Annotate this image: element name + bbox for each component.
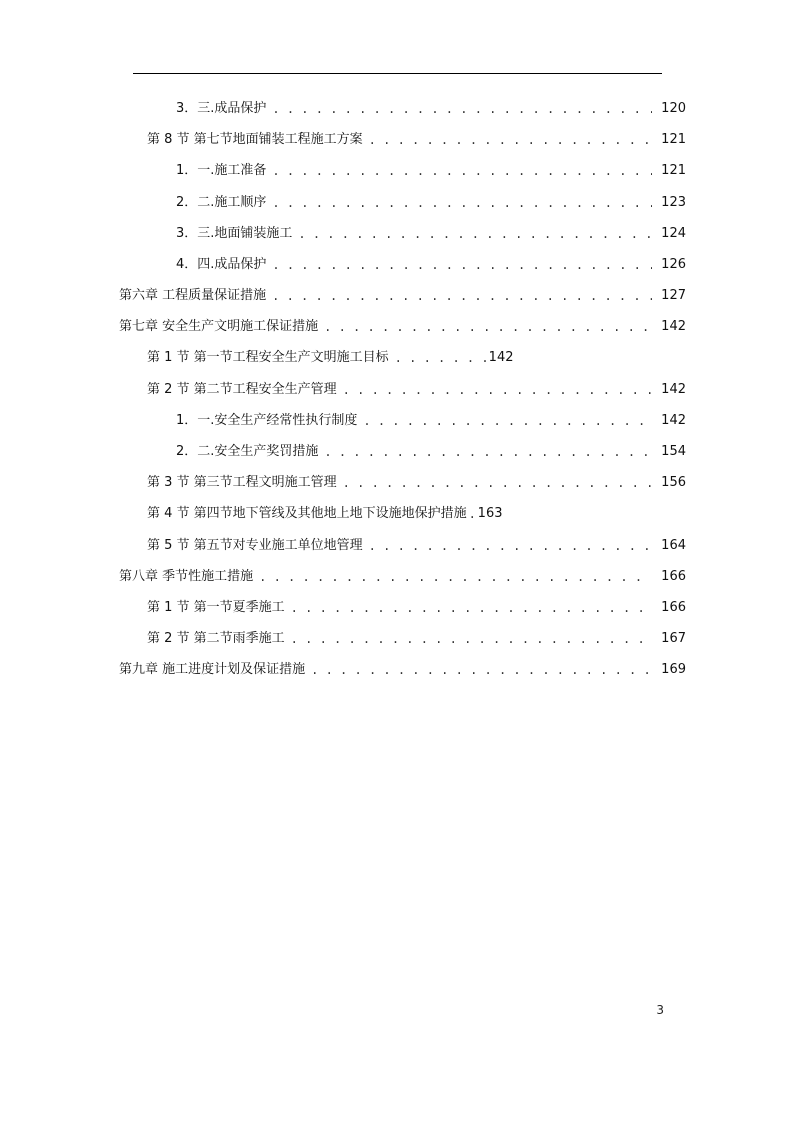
dot-leader — [395, 348, 487, 368]
toc-entry[interactable] — [176, 99, 686, 119]
toc-entry-page: 124 — [661, 226, 686, 241]
toc-entry[interactable] — [147, 473, 686, 493]
toc-entry-page: 166 — [661, 600, 686, 615]
toc-entry-label: 2．二.安全生产奖罚措施 — [176, 444, 319, 459]
dot-leader — [369, 130, 652, 150]
toc-entry[interactable] — [119, 286, 686, 306]
toc-entry-label: 第 1 节 第一节工程安全生产文明施工目标 — [147, 350, 389, 365]
toc-entry-label: 第六章 工程质量保证措施 — [119, 288, 267, 303]
header-rule — [133, 73, 662, 74]
toc-entry[interactable] — [147, 504, 547, 524]
toc-entry-page: 120 — [661, 101, 686, 116]
toc-entry-page: 142 — [661, 382, 686, 397]
toc-entry-page: 121 — [661, 163, 686, 178]
toc-entry[interactable] — [147, 629, 686, 649]
dot-leader — [272, 99, 652, 119]
toc-entry[interactable] — [147, 380, 686, 400]
toc-entry-page: 142 — [488, 350, 514, 365]
toc-entry[interactable] — [119, 567, 686, 587]
toc-entry-page: 126 — [661, 257, 686, 272]
dot-leader — [272, 161, 652, 181]
toc-entry-page: 121 — [661, 132, 686, 147]
toc-entry[interactable] — [147, 598, 686, 618]
dot-leader — [324, 317, 652, 337]
dot-leader — [343, 473, 652, 493]
toc-entry-label: 4．四.成品保护 — [176, 257, 267, 272]
dot-leader — [259, 567, 652, 587]
toc-entry-label: 3．三.地面铺装施工 — [176, 226, 293, 241]
dot-leader — [291, 598, 652, 618]
toc-entry-page: 163 — [477, 506, 503, 521]
dot-leader — [272, 255, 652, 275]
toc-entry[interactable] — [176, 411, 686, 431]
toc-entry-page: 123 — [661, 195, 686, 210]
dot-leader — [291, 629, 652, 649]
toc-entry-label: 2．二.施工顺序 — [176, 195, 267, 210]
toc-entry-page: 154 — [661, 444, 686, 459]
toc-entry-label: 1．一.安全生产经常性执行制度 — [176, 413, 358, 428]
dot-leader — [311, 660, 652, 680]
toc-entry-label: 1．一.施工准备 — [176, 163, 267, 178]
toc-entry-label: 第 2 节 第二节雨季施工 — [147, 631, 285, 646]
toc-entry[interactable] — [176, 224, 686, 244]
toc-entry[interactable] — [176, 255, 686, 275]
toc-entry-page: 156 — [661, 475, 686, 490]
toc-entry-page: 142 — [661, 413, 686, 428]
dot-leader — [298, 224, 652, 244]
dot-leader — [272, 193, 652, 213]
toc-entry-label: 第 1 节 第一节夏季施工 — [147, 600, 285, 615]
toc-entry[interactable] — [176, 442, 686, 462]
toc-entry[interactable] — [176, 161, 686, 181]
toc-entry-page: 166 — [661, 569, 686, 584]
toc-entry-label: 第七章 安全生产文明施工保证措施 — [119, 319, 319, 334]
toc-entry-label: 第九章 施工进度计划及保证措施 — [119, 662, 306, 677]
toc-entry[interactable] — [176, 193, 686, 213]
toc-entry-label: 第 4 节 第四节地下管线及其他地上地下设施地保护措施 — [147, 506, 467, 521]
toc-entry[interactable] — [119, 660, 686, 680]
dot-leader — [363, 411, 652, 431]
toc-entry-page: 167 — [661, 631, 686, 646]
toc-entry-label: 第 2 节 第二节工程安全生产管理 — [147, 382, 337, 397]
toc-entry-page: 169 — [661, 662, 686, 677]
toc-entry[interactable] — [119, 317, 686, 337]
toc-entry-label: 3．三.成品保护 — [176, 101, 267, 116]
dot-leader — [469, 504, 477, 524]
toc-entry[interactable] — [147, 348, 547, 368]
toc-entry-label: 第 8 节 第七节地面铺装工程施工方案 — [147, 132, 363, 147]
toc-entry-label: 第 3 节 第三节工程文明施工管理 — [147, 475, 337, 490]
toc-entry[interactable] — [147, 130, 686, 150]
toc-entry-page: 142 — [661, 319, 686, 334]
toc-entry-page: 164 — [661, 538, 686, 553]
toc-entry-label: 第 5 节 第五节对专业施工单位地管理 — [147, 538, 363, 553]
dot-leader — [369, 536, 652, 556]
toc-entry[interactable] — [147, 536, 686, 556]
page-number: 3 — [656, 1003, 664, 1017]
dot-leader — [324, 442, 652, 462]
toc-entry-page: 127 — [661, 288, 686, 303]
toc-entry-label: 第八章 季节性施工措施 — [119, 569, 254, 584]
dot-leader — [343, 380, 652, 400]
dot-leader — [272, 286, 652, 306]
